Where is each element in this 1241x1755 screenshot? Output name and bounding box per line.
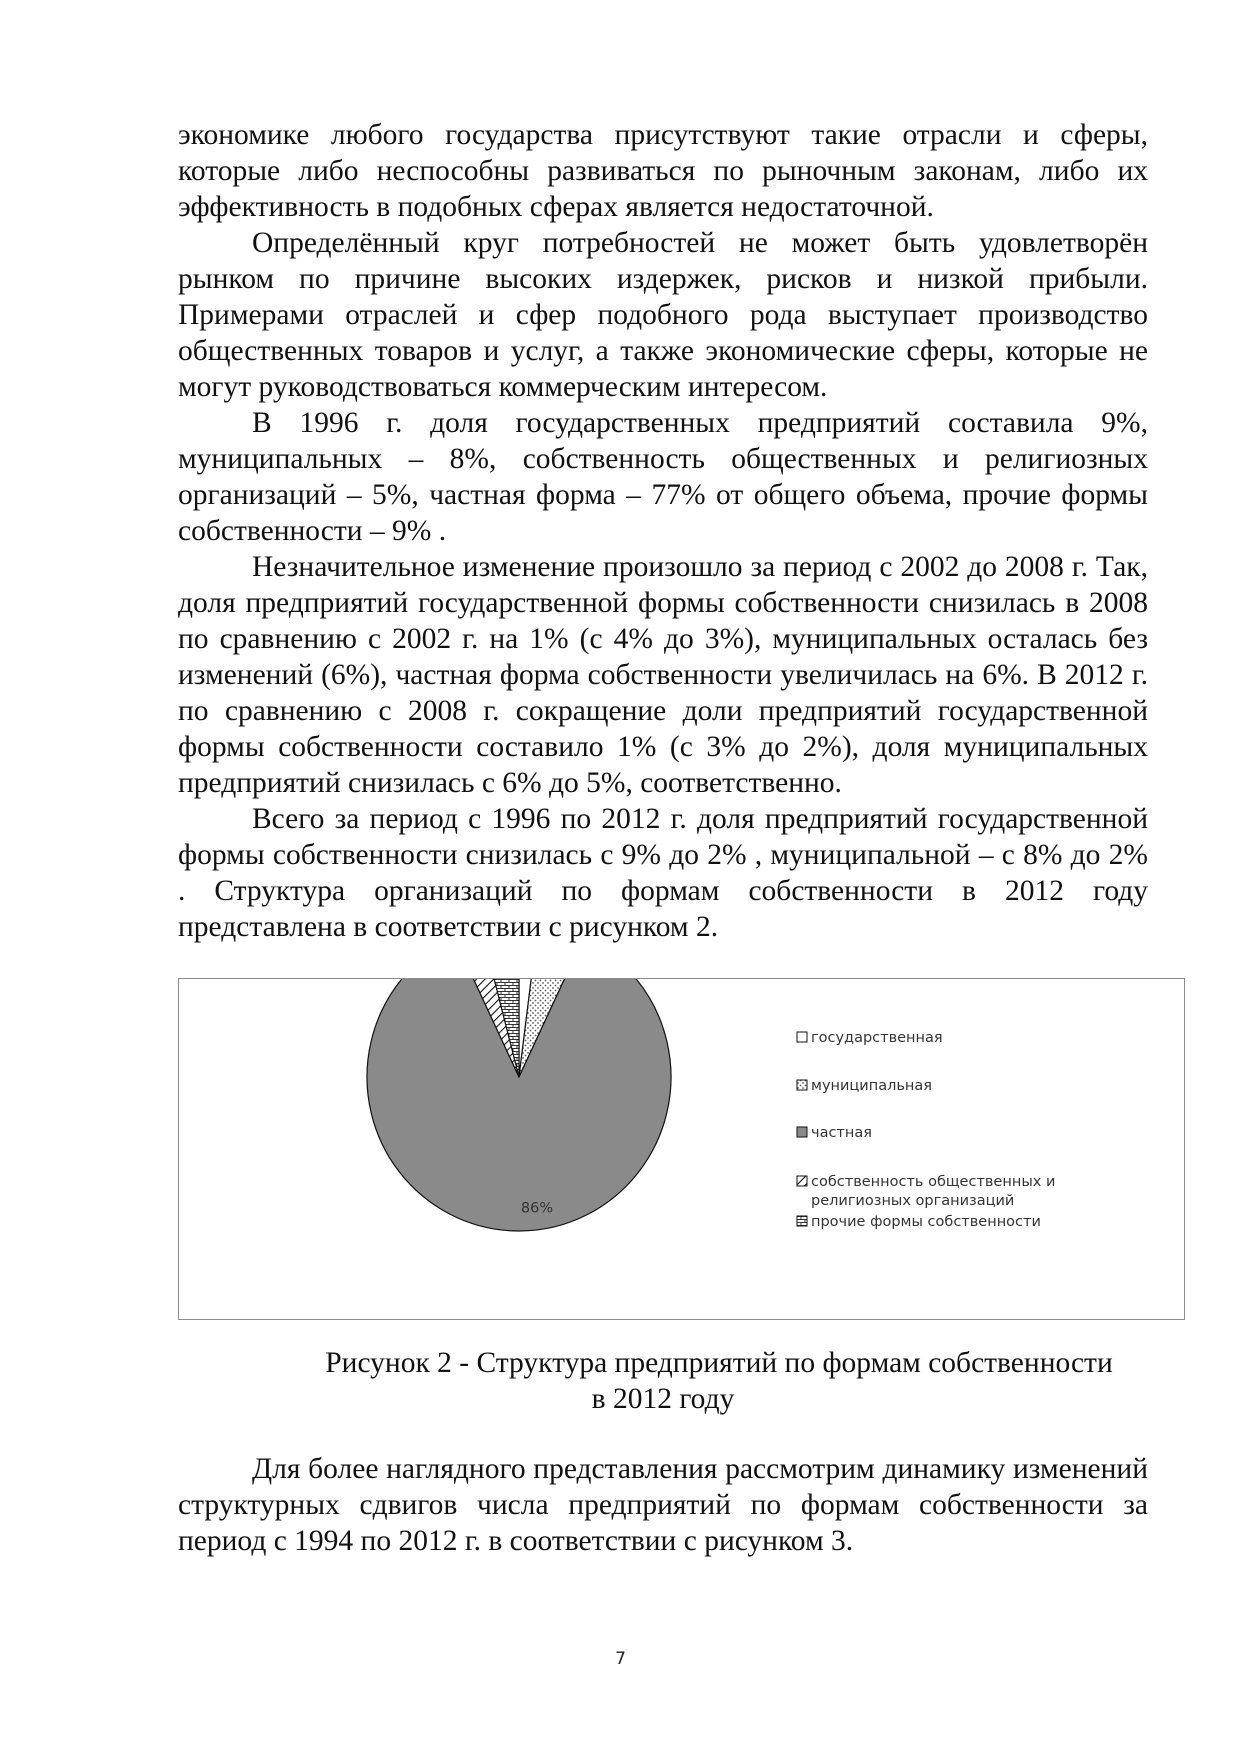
figure-caption [178, 1345, 1148, 1417]
paragraph: В 1996 г. доля государственных предприятий составила 9%, муниципальных – 8%, собственность общественных и религиозных организаций – 5%, частная форма – 77% от общего объема, прочие формы собственности – 9% . [178, 407, 1148, 547]
legend-swatch [797, 1080, 807, 1090]
pie-data-label: 86% [520, 1200, 554, 1217]
body-text-bottom [178, 1451, 1148, 1559]
legend-label: государственная [811, 1030, 943, 1046]
paragraph: экономике любого государства присутствуют такие отрасли и сферы, которые либо неспособны развиваться по рыночным законам, либо их эффективность в подобных сферах является недостаточной. [178, 119, 1148, 223]
body-text-top [178, 117, 1148, 945]
page-number: 7 [615, 1649, 626, 1669]
caption-line: в 2012 году [591, 1383, 735, 1415]
legend-label: прочие формы собственности [811, 1214, 1041, 1230]
caption-line: Рисунок 2 - Структура предприятий по формам собственности [325, 1347, 1113, 1379]
legend-label: частная [811, 1125, 872, 1141]
paragraph: Определённый круг потребностей не может быть удовлетворён рынком по причине высоких издержек, рисков и низкой прибыли. Примерами отраслей и сфер подобного рода выступает производство общественных товаров и услуг, а также экономические сферы, которые не могут руководствоваться коммерческим интересом. [178, 227, 1148, 403]
legend-swatch [797, 1127, 807, 1137]
legend-swatch [797, 1176, 807, 1186]
legend-label: муниципальная [811, 1078, 932, 1094]
paragraph: Незначительное изменение произошло за период с 2002 до 2008 г. Так, доля предприятий государственной формы собственности снизилась в 2008 по сравнению с 2002 г. на 1% (с 4% до 3%), муниципальных осталась без изменений (6%), частная форма собственности увеличилась на 6%. В 2012 г. по сравнению с 2008 г. сокращение доли предприятий государственной формы собственности составило 1% (с 3% до 2%), доля муниципальных предприятий снизилась с 6% до 5%, соответственно. [178, 551, 1148, 799]
legend-swatch [797, 1032, 807, 1042]
legend-swatch [797, 1216, 807, 1226]
pie-chart [179, 979, 1183, 1318]
legend-label: религиозных организаций [811, 1193, 1015, 1209]
paragraph: Всего за период с 1996 по 2012 г. доля предприятий государственной формы собственности снизилась с 9% до 2% , муниципальной – с 8% до 2% . Структура организаций по формам собственности в 2012 году представлена в соответствии с рисунком 2. [178, 803, 1148, 943]
legend-label: собственность общественных и [811, 1174, 1056, 1190]
paragraph: Для более наглядного представления рассмотрим динамику изменений структурных сдвигов числа предприятий по формам собственности за период с 1994 по 2012 г. в соответствии с рисунком 3. [178, 1453, 1148, 1557]
pie-chart-frame [178, 978, 1185, 1320]
